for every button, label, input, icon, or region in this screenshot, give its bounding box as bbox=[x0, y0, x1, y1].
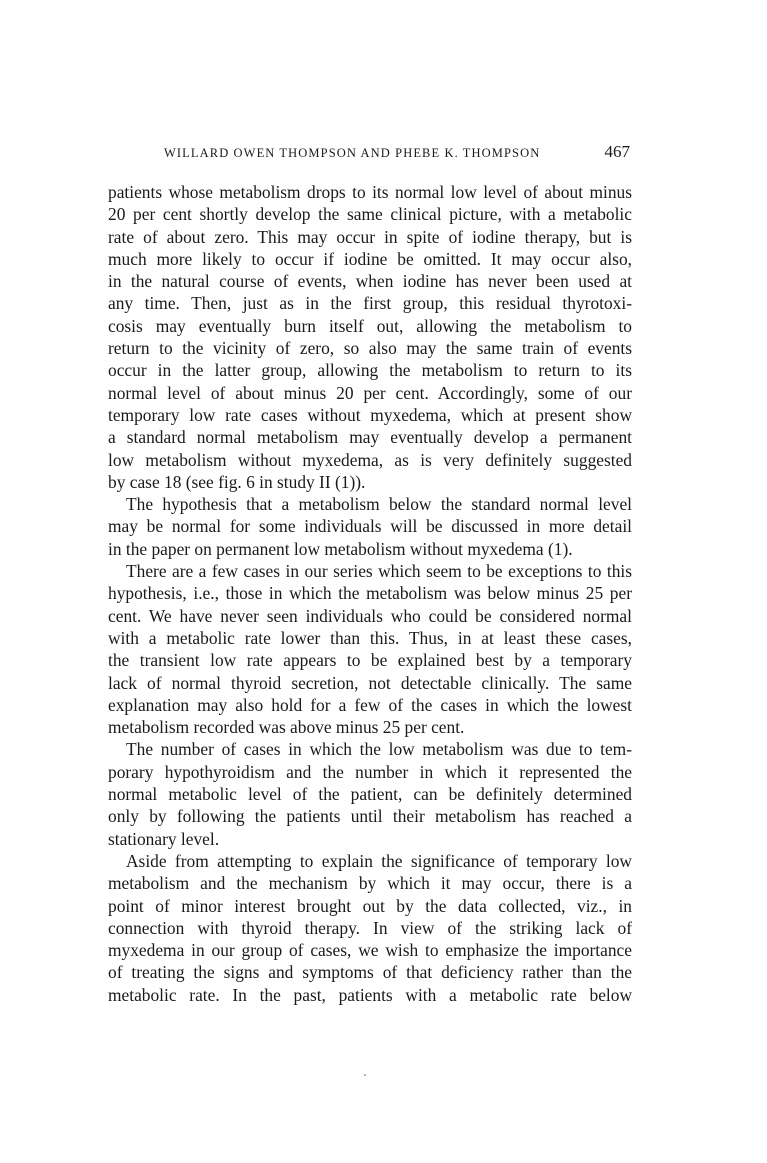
text-line: normal metabolic level of the patient, can be definitely determined bbox=[108, 784, 632, 805]
text-line: with a metabolic rate lower than this. Thus, in at least these cases, bbox=[108, 627, 632, 648]
text-line: metabolism and the mechanism by which it may occur, there is a bbox=[108, 873, 632, 894]
text-line: Aside from attempting to explain the significance of temporary low bbox=[126, 850, 632, 871]
text-line: point of minor interest brought out by the data collected, viz., in bbox=[108, 895, 632, 916]
scan-speck bbox=[364, 1074, 366, 1076]
text-line: The number of cases in which the low metabolism was due to tem- bbox=[126, 739, 632, 760]
text-line: stationary level. bbox=[108, 828, 220, 849]
text-line: only by following the patients until their metabolism has reached a bbox=[108, 806, 632, 827]
text-line: return to the vicinity of zero, so also may the same train of events bbox=[108, 338, 632, 359]
text-line: temporary low rate cases without myxedema, which at present show bbox=[108, 404, 632, 425]
text-line: 20 per cent shortly develop the same clinical picture, with a metabolic bbox=[108, 204, 632, 225]
text-line: hypothesis, i.e., those in which the metabolism was below minus 25 per bbox=[108, 583, 632, 604]
text-line: low metabolism without myxedema, as is very definitely suggested bbox=[108, 449, 632, 470]
text-line: explanation may also hold for a few of the cases in which the lowest bbox=[108, 694, 632, 715]
text-line: the transient low rate appears to be explained best by a temporary bbox=[108, 650, 632, 671]
text-line: a standard normal metabolism may eventually develop a permanent bbox=[108, 427, 632, 448]
page-number: 467 bbox=[604, 142, 630, 161]
text-line: cent. We have never seen individuals who could be considered normal bbox=[108, 605, 632, 626]
text-line: by case 18 (see fig. 6 in study II (1)). bbox=[108, 471, 366, 492]
text-line: in the natural course of events, when iodine has never been used at bbox=[108, 271, 632, 292]
body-text bbox=[108, 181, 632, 1006]
text-line: much more likely to occur if iodine be omitted. It may occur also, bbox=[108, 248, 632, 269]
running-head bbox=[108, 142, 632, 166]
text-line: may be normal for some individuals will be discussed in more detail bbox=[108, 516, 632, 537]
text-line: metabolic rate. In the past, patients with a metabolic rate below bbox=[108, 984, 632, 1005]
text-line: metabolism recorded was above minus 25 per cent. bbox=[108, 717, 465, 738]
text-line: of treating the signs and symptoms of that deficiency rather than the bbox=[108, 962, 632, 983]
text-line: connection with thyroid therapy. In view of the striking lack of bbox=[108, 917, 632, 938]
text-line: The hypothesis that a metabolism below the standard normal level bbox=[126, 494, 632, 515]
text-line: normal level of about minus 20 per cent. Accordingly, some of our bbox=[108, 382, 632, 403]
text-line: patients whose metabolism drops to its normal low level of about minus bbox=[108, 182, 632, 202]
text-line: any time. Then, just as in the first group, this residual thyrotoxi- bbox=[108, 293, 632, 314]
text-line: porary hypothyroidism and the number in which it represented the bbox=[108, 761, 632, 782]
text-line: occur in the latter group, allowing the metabolism to return to its bbox=[108, 360, 632, 381]
text-line: rate of about zero. This may occur in spite of iodine therapy, but is bbox=[108, 226, 632, 247]
running-head-authors: WILLARD OWEN THOMPSON AND PHEBE K. THOMPSON bbox=[164, 146, 541, 160]
text-line: myxedema in our group of cases, we wish to emphasize the importance bbox=[108, 940, 632, 961]
text-line: There are a few cases in our series which seem to be exceptions to this bbox=[126, 561, 632, 582]
text-line: cosis may eventually burn itself out, allowing the metabolism to bbox=[108, 315, 632, 336]
text-line: in the paper on permanent low metabolism without myxedema (1). bbox=[108, 538, 573, 559]
text-line: lack of normal thyroid secretion, not detectable clinically. The same bbox=[108, 672, 632, 693]
